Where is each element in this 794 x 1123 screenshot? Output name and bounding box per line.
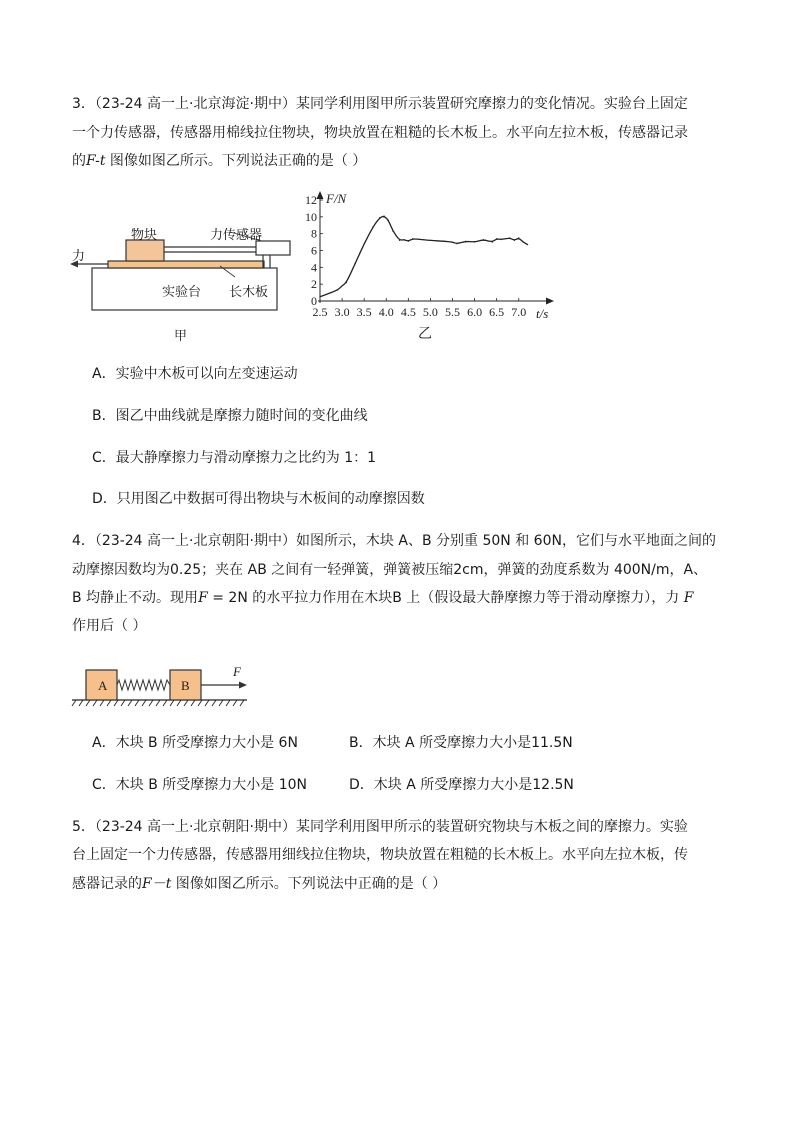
q4-figure bbox=[70, 660, 255, 712]
data-point bbox=[456, 243, 457, 244]
table-label: 实验台 bbox=[162, 285, 202, 300]
q4-option-d[interactable]: D．木块 A 所受摩擦力大小是12.5N bbox=[349, 777, 574, 793]
q4-text-line4: 作用后（ ） bbox=[72, 618, 147, 634]
q5-text-part: 图像如图乙所示。下列说法中正确的是（ ） bbox=[171, 876, 447, 892]
data-point bbox=[492, 241, 493, 242]
q3-option-a[interactable]: A．实验中木板可以向左变速运动 bbox=[92, 366, 298, 382]
y-tick-label: 0 bbox=[311, 294, 317, 308]
x-tick-label: 4.0 bbox=[378, 305, 394, 319]
q4-text-line1: 4．（23-24 高一上·北京朝阳·期中）如图所示，木块 A、B 分别重 50N 和 60N，它们与水平地面之间的 bbox=[72, 533, 716, 549]
q4-text-part: = 2N 的水平拉力作用在木块B 上（假设最大静摩擦力等于滑动摩擦力），力 bbox=[207, 590, 684, 606]
x-tick-label: 3.5 bbox=[356, 305, 372, 319]
data-point bbox=[399, 240, 400, 241]
q3-text-line1: 3．（23-24 高一上·北京海淀·期中）某同学利用图甲所示装置研究摩擦力的变化情况。实验台上固定 bbox=[72, 96, 688, 112]
q4-variable: F bbox=[683, 590, 694, 606]
q3-text-line3 bbox=[72, 151, 366, 171]
series-line-F bbox=[320, 217, 528, 297]
spring bbox=[117, 680, 170, 690]
q3-text-part: 的 bbox=[72, 153, 86, 169]
y-tick-label: 10 bbox=[305, 209, 317, 224]
q3-chart-yi bbox=[300, 186, 562, 344]
q3-option-b[interactable]: B．图乙中曲线就是摩擦力随时间的变化曲线 bbox=[92, 408, 368, 424]
x-tick-label: 5.0 bbox=[422, 305, 438, 319]
y-axis-label: F/N bbox=[326, 191, 347, 206]
data-point bbox=[372, 226, 373, 227]
force-sensor bbox=[256, 241, 290, 255]
x-axis-arrow bbox=[546, 298, 554, 305]
data-point bbox=[328, 293, 329, 294]
y-axis-arrow bbox=[317, 191, 324, 199]
sensor-label: 力传感器 bbox=[210, 228, 263, 243]
y-tick-label: 6 bbox=[311, 243, 317, 258]
data-point bbox=[527, 244, 528, 245]
x-tick-label: 5.5 bbox=[445, 305, 460, 319]
data-point bbox=[500, 239, 501, 240]
data-point bbox=[346, 282, 347, 283]
y-tick-label: 12 bbox=[305, 193, 317, 207]
board-label: 长木板 bbox=[229, 285, 269, 300]
x-tick-label: 4.5 bbox=[400, 305, 416, 319]
data-point bbox=[421, 239, 422, 240]
x-tick-label: 2.5 bbox=[312, 305, 328, 319]
data-point bbox=[392, 231, 393, 232]
long-board bbox=[108, 261, 264, 268]
x-tick-label: 6.0 bbox=[467, 305, 483, 319]
q3-option-c[interactable]: C．最大静摩擦力与滑动摩擦力之比约为 1：1 bbox=[92, 450, 377, 466]
q5-text-part: 感器记录的 bbox=[72, 876, 142, 892]
q4-option-b[interactable]: B．木块 A 所受摩擦力大小是11.5N bbox=[349, 735, 573, 751]
data-point bbox=[383, 215, 384, 216]
q5-text-line2: 台上固定一个力传感器，传感器用细线拉住物块，物块放置在粗糙的长木板上。水平向左拉木板，传 bbox=[72, 847, 688, 863]
data-point bbox=[412, 238, 413, 239]
q3-text-part: 图像如图乙所示。下列说法正确的是（ ） bbox=[105, 153, 367, 169]
block-label: 物块 bbox=[131, 228, 158, 243]
data-point bbox=[355, 263, 356, 264]
force-f-label: F bbox=[233, 664, 241, 679]
data-point bbox=[388, 220, 389, 221]
q4-text-part: B 均静止不动。现用 bbox=[72, 590, 199, 606]
data-point bbox=[523, 241, 524, 242]
data-point bbox=[430, 240, 431, 241]
q5-variable: F－t bbox=[142, 876, 172, 892]
q3-variable: F-t bbox=[86, 153, 106, 169]
data-point bbox=[403, 239, 404, 240]
q5-text-line1: 5．（23-24 高一上·北京朝阳·期中）某同学利用图甲所示的装置研究物块与木板之间的摩擦力。实验 bbox=[72, 819, 688, 835]
figure-caption-jia: 甲 bbox=[174, 329, 188, 344]
data-point bbox=[474, 241, 475, 242]
data-point bbox=[379, 217, 380, 218]
block-a-label: A bbox=[98, 678, 108, 693]
q4-text-line2: 动摩擦因数均为0.25；夹在 AB 之间有一轻弹簧，弹簧被压缩2cm，弹簧的劲度系数为 400N/m，A、 bbox=[72, 562, 708, 578]
q4-option-a[interactable]: A．木块 B 所受摩擦力大小是 6N bbox=[92, 735, 298, 751]
q4-option-c[interactable]: C．木块 B 所受摩擦力大小是 10N bbox=[92, 777, 308, 793]
data-point bbox=[337, 289, 338, 290]
y-tick-label: 4 bbox=[311, 260, 317, 275]
x-tick-label: 7.0 bbox=[511, 305, 527, 319]
data-point bbox=[514, 240, 515, 241]
data-point bbox=[496, 238, 497, 239]
data-point bbox=[443, 241, 444, 242]
q4-variable: F bbox=[198, 590, 208, 606]
data-point bbox=[408, 241, 409, 242]
q5-text-line3 bbox=[72, 874, 446, 894]
data-point bbox=[509, 237, 510, 238]
q4-text-line3 bbox=[72, 588, 693, 608]
q3-option-d[interactable]: D．只用图乙中数据可得出物块与木板间的动摩擦因数 bbox=[92, 491, 425, 507]
y-tick-label: 2 bbox=[311, 277, 317, 292]
x-tick-label: 6.5 bbox=[489, 305, 505, 319]
block bbox=[126, 240, 164, 261]
data-point bbox=[452, 241, 453, 242]
data-point bbox=[483, 239, 484, 240]
figure-caption-yi: 乙 bbox=[418, 327, 432, 342]
data-point bbox=[518, 237, 519, 238]
data-point bbox=[319, 296, 320, 297]
force-label: 力 bbox=[72, 249, 86, 264]
data-point bbox=[341, 285, 342, 286]
data-point bbox=[364, 243, 365, 244]
x-axis-label: t/s bbox=[536, 306, 549, 321]
x-tick-label: 3.0 bbox=[334, 305, 350, 319]
y-tick-label: 8 bbox=[311, 226, 317, 241]
data-point bbox=[465, 241, 466, 242]
block-b-label: B bbox=[181, 678, 190, 693]
q3-text-line2: 一个力传感器，传感器用棉线拉住物块，物块放置在粗糙的长木板上。水平向左拉木板，传感器记录 bbox=[72, 125, 688, 141]
